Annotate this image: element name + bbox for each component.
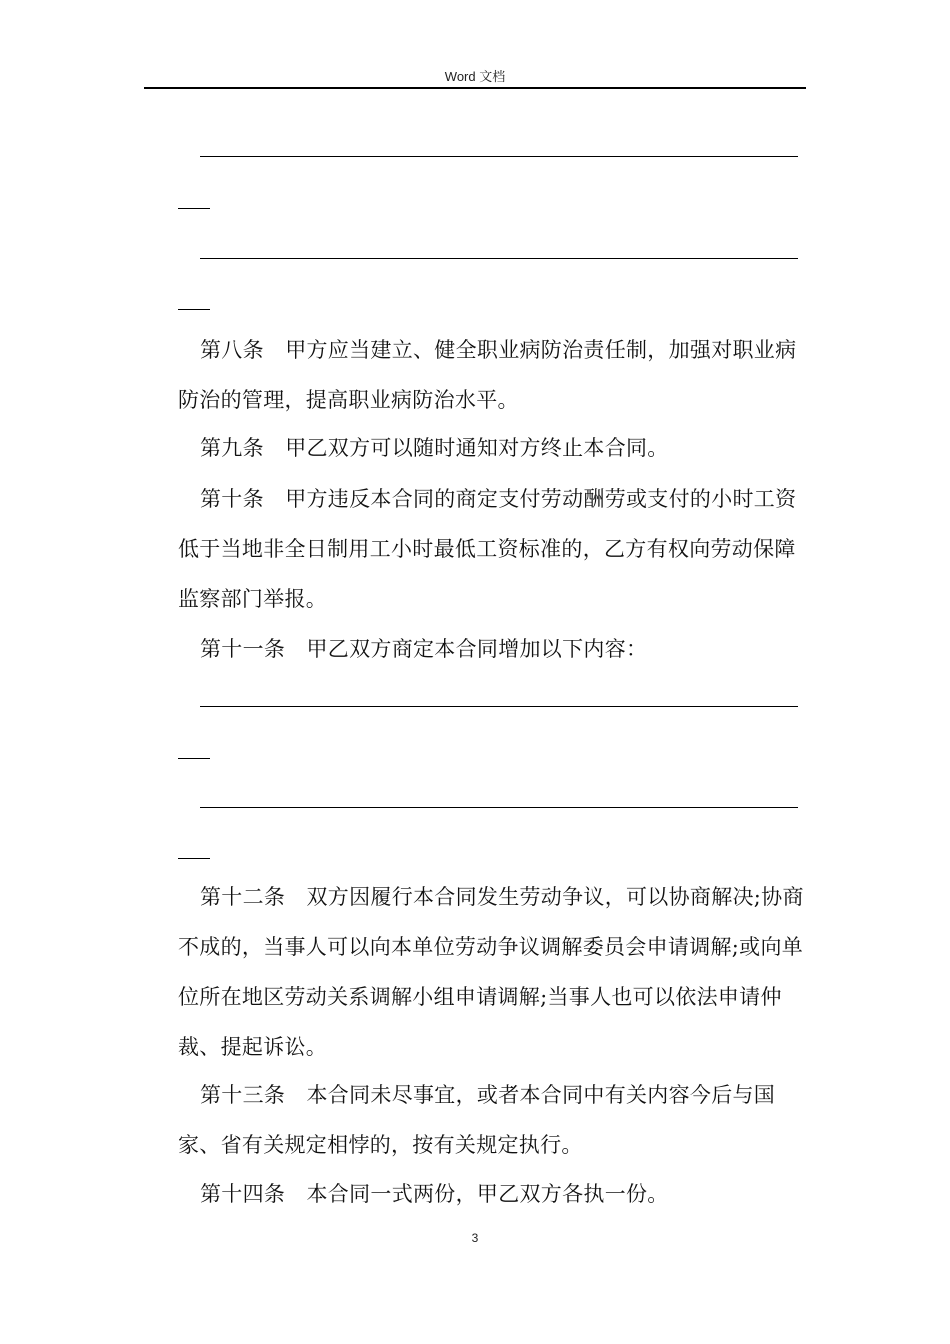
- blank-fill-line: [200, 156, 798, 157]
- article-10: 第十条 甲方违反本合同的商定支付劳动酬劳或支付的小时工资低于当地非全日制用工小时最低工资标准的，乙方有权向劳动保障监察部门举报。: [178, 487, 797, 611]
- article-9: 第九条 甲乙双方可以随时通知对方终止本合同。: [200, 436, 669, 460]
- page-header-title: Word 文档: [444, 69, 506, 84]
- article-13: 第十三条 本合同未尽事宜，或者本合同中有关内容今后与国家、省有关规定相悖的，按有关规定执行。: [178, 1083, 776, 1157]
- page-number: 3: [471, 1231, 479, 1245]
- blank-fill-line-end: [178, 758, 210, 759]
- blank-fill-line-end: [178, 309, 210, 310]
- blank-fill-line: [200, 258, 798, 259]
- header-rule: [144, 87, 806, 89]
- article-12: 第十二条 双方因履行本合同发生劳动争议，可以协商解决;协商不成的，当事人可以向本单位劳动争议调解委员会申请调解;或向单位所在地区劳动关系调解小组申请调解;当事人也可以依法申请仲裁、提起诉讼。: [178, 885, 804, 1059]
- blank-fill-line: [200, 706, 798, 707]
- article-14: 第十四条 本合同一式两份，甲乙双方各执一份。: [200, 1182, 669, 1206]
- article-11: 第十一条 甲乙双方商定本合同增加以下内容：: [200, 637, 648, 661]
- article-8: 第八条 甲方应当建立、健全职业病防治责任制，加强对职业病防治的管理，提高职业病防治水平。: [178, 338, 797, 412]
- blank-fill-line-end: [178, 858, 210, 859]
- blank-fill-line: [200, 807, 798, 808]
- blank-fill-line-end: [178, 208, 210, 209]
